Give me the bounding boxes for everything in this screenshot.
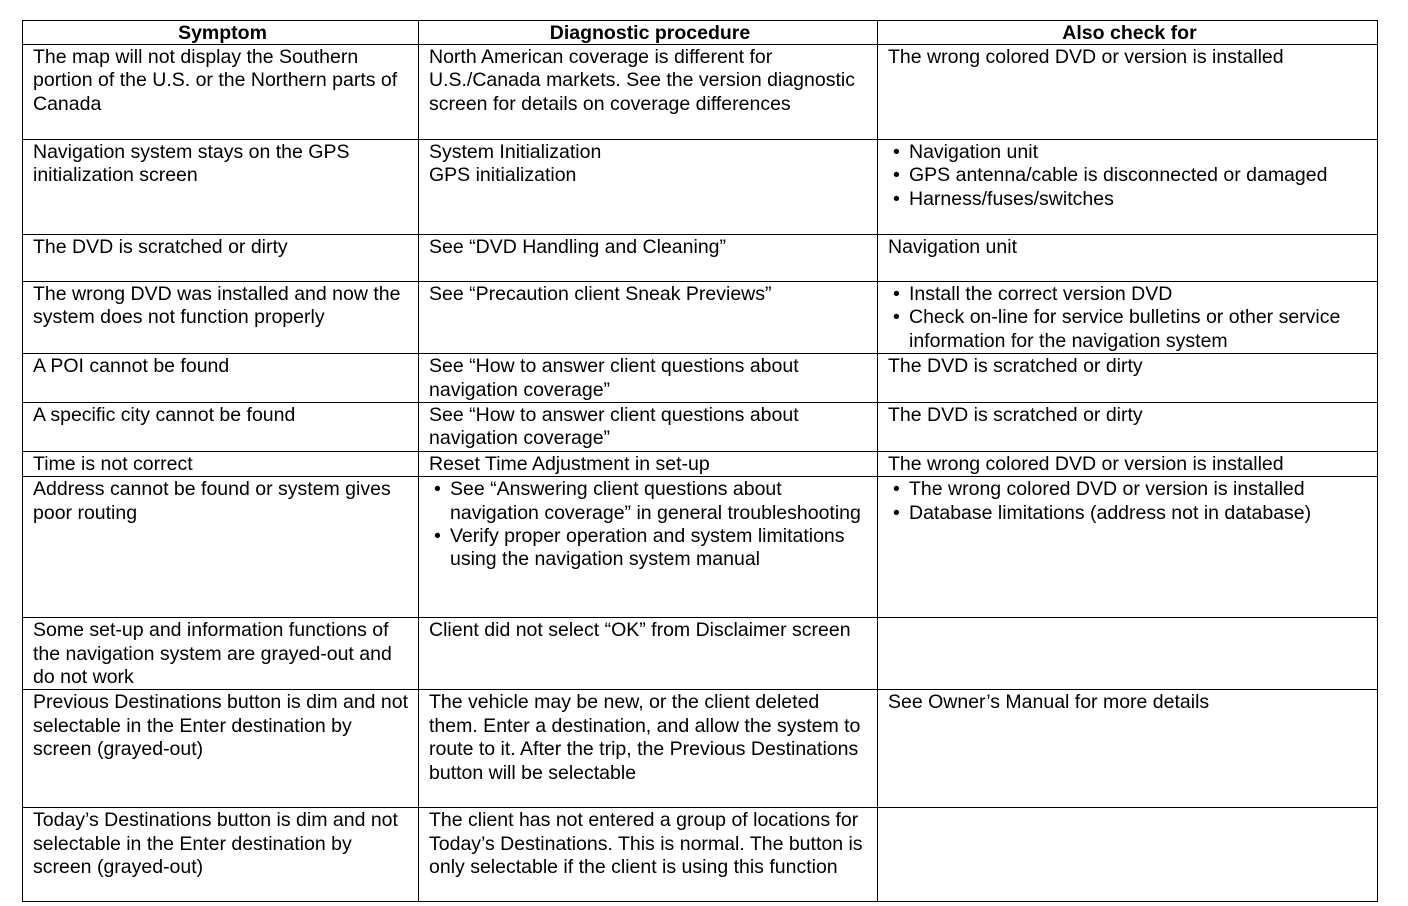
procedure-cell (419, 477, 878, 618)
list-item: • Navigation unit (888, 141, 1371, 164)
also-check-cell: See Owner’s Manual for more details (878, 690, 1378, 808)
symptom-cell: The map will not display the Southern portion of the U.S. or the Northern parts of Canada (23, 45, 419, 140)
symptom-cell: The wrong DVD was installed and now the system does not function properly (23, 282, 419, 354)
symptom-cell: The DVD is scratched or dirty (23, 235, 419, 282)
table-row (23, 354, 1378, 403)
procedure-cell: See “How to answer client questions about navigation coverage” (419, 354, 878, 403)
also-check-list (888, 141, 1371, 211)
procedure-line: System Initialization (429, 141, 602, 163)
symptom-cell: Some set-up and information functions of the navigation system are grayed-out and do not work (23, 618, 419, 690)
also-check-list (888, 478, 1371, 525)
also-check-cell: Navigation unit (878, 235, 1378, 282)
list-item: • Install the correct version DVD (888, 283, 1371, 306)
list-item: • Verify proper operation and system limitations using the navigation system manual (429, 525, 871, 572)
symptom-cell: Time is not correct (23, 451, 419, 476)
symptom-cell: A specific city cannot be found (23, 403, 419, 452)
symptom-cell: Navigation system stays on the GPS initialization screen (23, 140, 419, 235)
also-check-cell: The DVD is scratched or dirty (878, 403, 1378, 452)
also-check-cell: The DVD is scratched or dirty (878, 354, 1378, 403)
troubleshooting-table (22, 20, 1378, 902)
symptom-cell: A POI cannot be found (23, 354, 419, 403)
also-check-cell (878, 808, 1378, 902)
list-item: • Database limitations (address not in database) (888, 502, 1371, 525)
header-also-check-for: Also check for (878, 21, 1378, 45)
procedure-cell: See “How to answer client questions about navigation coverage” (419, 403, 878, 452)
list-item: • GPS antenna/cable is disconnected or damaged (888, 164, 1371, 187)
procedure-cell: The vehicle may be new, or the client deleted them. Enter a destination, and allow the system to route to it. After the trip, the Previous Destinations button will be selectable (419, 690, 878, 808)
also-check-cell (878, 282, 1378, 354)
also-check-cell: The wrong colored DVD or version is installed (878, 45, 1378, 140)
procedure-cell: See “Precaution client Sneak Previews” (419, 282, 878, 354)
procedure-cell: Reset Time Adjustment in set-up (419, 451, 878, 476)
also-check-cell: The wrong colored DVD or version is installed (878, 451, 1378, 476)
table-row (23, 618, 1378, 690)
table-header-row (23, 21, 1378, 45)
procedure-list (429, 478, 871, 572)
also-check-cell (878, 477, 1378, 618)
procedure-cell: North American coverage is different for U.S./Canada markets. See the version diagnostic screen for details on coverage differences (419, 45, 878, 140)
procedure-cell: The client has not entered a group of locations for Today’s Destinations. This is normal. The button is only selectable if the client is using this function (419, 808, 878, 902)
procedure-cell: Client did not select “OK” from Disclaimer screen (419, 618, 878, 690)
table-row (23, 690, 1378, 808)
table-row (23, 140, 1378, 235)
symptom-cell: Address cannot be found or system gives poor routing (23, 477, 419, 618)
procedure-cell (419, 140, 878, 235)
list-item: • Harness/fuses/switches (888, 188, 1371, 211)
table-row (23, 45, 1378, 140)
also-check-cell (878, 618, 1378, 690)
symptom-cell: Previous Destinations button is dim and not selectable in the Enter destination by screen (grayed-out) (23, 690, 419, 808)
table-row (23, 235, 1378, 282)
header-symptom: Symptom (23, 21, 419, 45)
list-item: • The wrong colored DVD or version is installed (888, 478, 1371, 501)
procedure-cell: See “DVD Handling and Cleaning” (419, 235, 878, 282)
also-check-list (888, 283, 1371, 353)
symptom-cell: Today’s Destinations button is dim and not selectable in the Enter destination by screen (grayed-out) (23, 808, 419, 902)
table-row (23, 403, 1378, 452)
table-row (23, 282, 1378, 354)
table-row (23, 451, 1378, 476)
table-row (23, 808, 1378, 902)
table-row (23, 477, 1378, 618)
header-diagnostic-procedure: Diagnostic procedure (419, 21, 878, 45)
also-check-cell (878, 140, 1378, 235)
list-item: • Check on-line for service bulletins or other service information for the navigation system (888, 306, 1371, 353)
list-item: • See “Answering client questions about navigation coverage” in general troubleshooting (429, 478, 871, 525)
procedure-line: GPS initialization (429, 164, 577, 187)
